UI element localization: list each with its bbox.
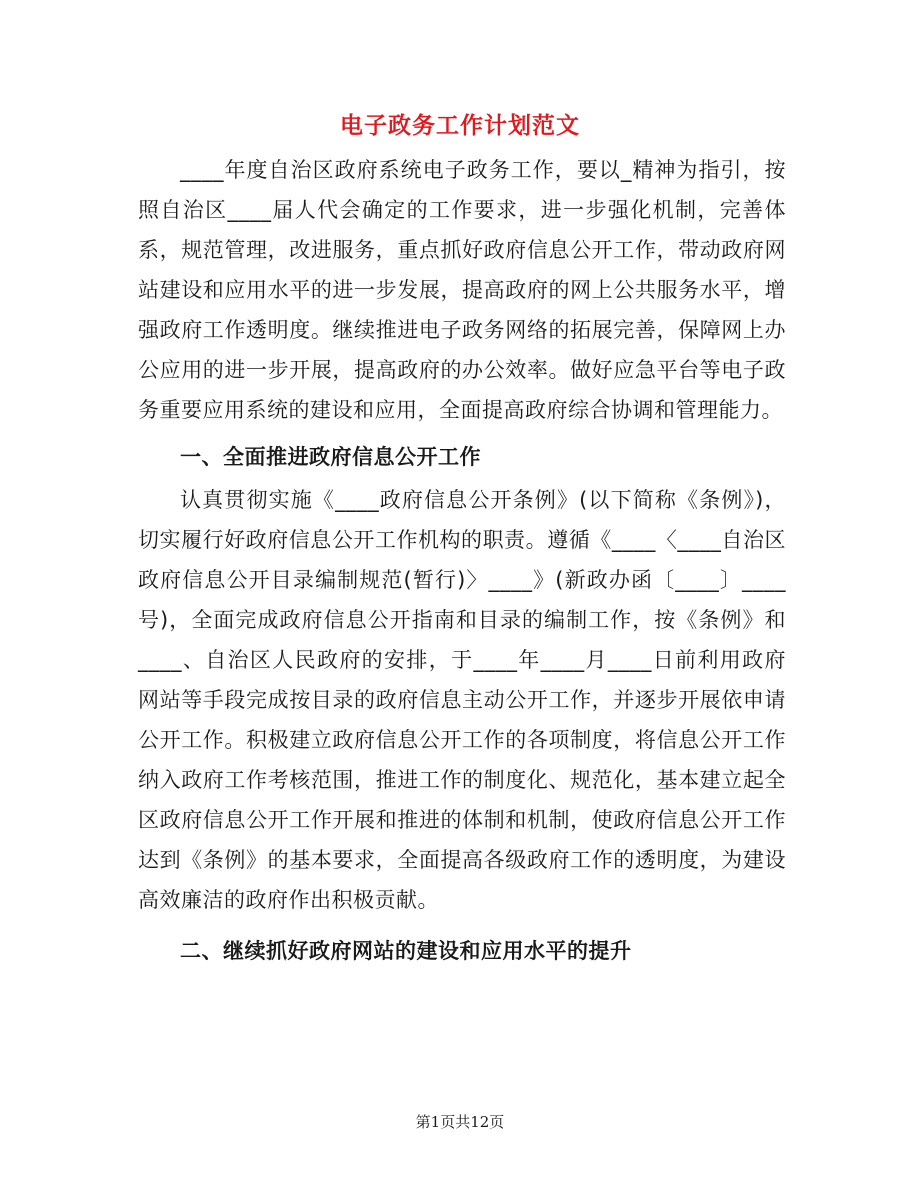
paragraph-section-1: 认真贯彻实施《____政府信息公开条例》(以下简称《条例》)，切实履行好政府信息公开工作机构的职责。遵循《____〈____自治区政府信息公开目录编制规范(暂行)〉____》(新政办函〔____〕____号)，全面完成政府信息公开指南和目录的编制工作，按《条例》和____、自治区人民政府的安排，于____年____月____日前利用政府网站等手段完成按目录的政府信息主动公开工作，并逐步开展依申请公开工作。积极建立政府信息公开工作的各项制度，将信息公开工作纳入政府工作考核范围，推进工作的制度化、规范化，基本建立起全区政府信息公开工作开展和推进的体制和机制，使政府信息公开工作达到《条例》的基本要求，全面提高各级政府工作的透明度，为建设高效廉洁的政府作出积极贡献。 xyxy=(138,488,786,912)
paragraph-intro: ____年度自治区政府系统电子政务工作，要以_精神为指引，按照自治区____届人代会确定的工作要求，进一步强化机制，完善体系，规范管理，改进服务，重点抓好政府信息公开工作，带动政府网站建设和应用水平的进一步发展，提高政府的网上公共服务水平，增强政府工作透明度。继续推进电子政务网络的拓展完善，保障网上办公应用的进一步开展，提高政府的办公效率。做好应急平台等电子政务重要应用系统的建设和应用，全面提高政府综合协调和管理能力。 xyxy=(138,158,786,422)
section-heading-2: 二、继续抓好政府网站的建设和应用水平的提升 xyxy=(180,939,632,963)
document-title: 电子政务工作计划范文 xyxy=(340,113,580,139)
page-number-footer: 第1页共12页 xyxy=(415,1113,505,1131)
section-heading-1: 一、全面推进政府信息公开工作 xyxy=(180,445,481,469)
